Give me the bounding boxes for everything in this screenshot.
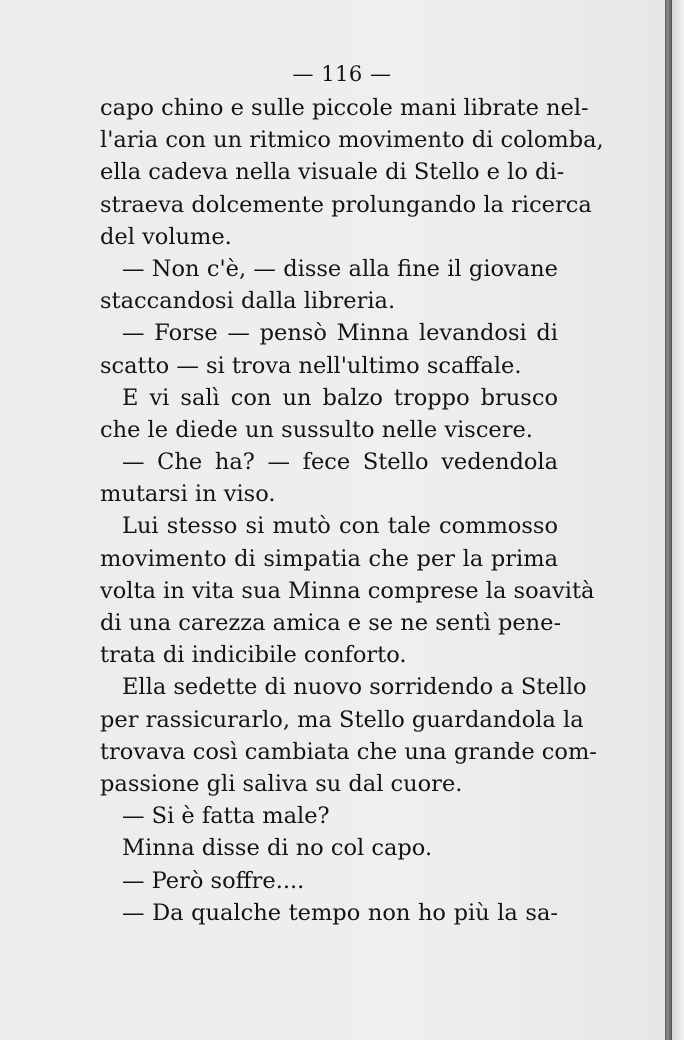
text-line: trata di indicibile conforto. <box>100 642 407 669</box>
text-line: capo chino e sulle piccole mani librate nel- <box>100 95 589 121</box>
text-line: l'aria con un ritmico movimento di colomba, <box>100 127 604 154</box>
text-line: — Che ha? — fece Stello vedendola <box>122 449 558 476</box>
text-line: passione gli saliva su dal cuore. <box>100 770 463 797</box>
text-line: — Si è fatta male? <box>122 803 330 830</box>
text-line: ella cadeva nella visuale di Stello e lo di- <box>100 159 565 186</box>
page-number: — 116 — <box>292 62 392 86</box>
text-line: straeva dolcemente prolungando la ricerca <box>100 191 592 218</box>
body-text <box>100 92 604 929</box>
text-line: che le diede un sussulto nelle viscere. <box>100 416 533 443</box>
text-line: — Però soffre.... <box>122 867 305 894</box>
text-line: — Forse — pensò Minna levandosi di <box>122 320 558 347</box>
text-line: trovava così cambiata che una grande com- <box>100 738 597 765</box>
text-line: Minna disse di no col capo. <box>122 835 433 862</box>
text-line: Lui stesso si mutò con tale commosso <box>122 513 558 540</box>
text-line: di una carezza amica e se ne sentì pene- <box>100 610 562 636</box>
text-line: mutarsi in viso. <box>100 481 276 508</box>
text-line: — Da qualche tempo non ho più la sa- <box>122 899 558 926</box>
text-line: volta in vita sua Minna comprese la soavità <box>100 577 595 604</box>
text-line: staccandosi dalla libreria. <box>100 288 396 315</box>
text-line: scatto — si trova nell'ultimo scaffale. <box>100 352 522 379</box>
page-edge <box>672 0 684 1040</box>
text-line: E vi salì con un balzo troppo brusco <box>122 384 558 411</box>
book-spine-shadow <box>665 0 672 1040</box>
text-line: per rassicurarlo, ma Stello guardandola la <box>100 706 584 733</box>
text-line: del volume. <box>100 223 232 250</box>
text-line: movimento di simpatia che per la prima <box>100 545 558 572</box>
text-line: — Non c'è, — disse alla fine il giovane <box>122 255 558 282</box>
text-line: Ella sedette di nuovo sorridendo a Stello <box>122 674 587 701</box>
